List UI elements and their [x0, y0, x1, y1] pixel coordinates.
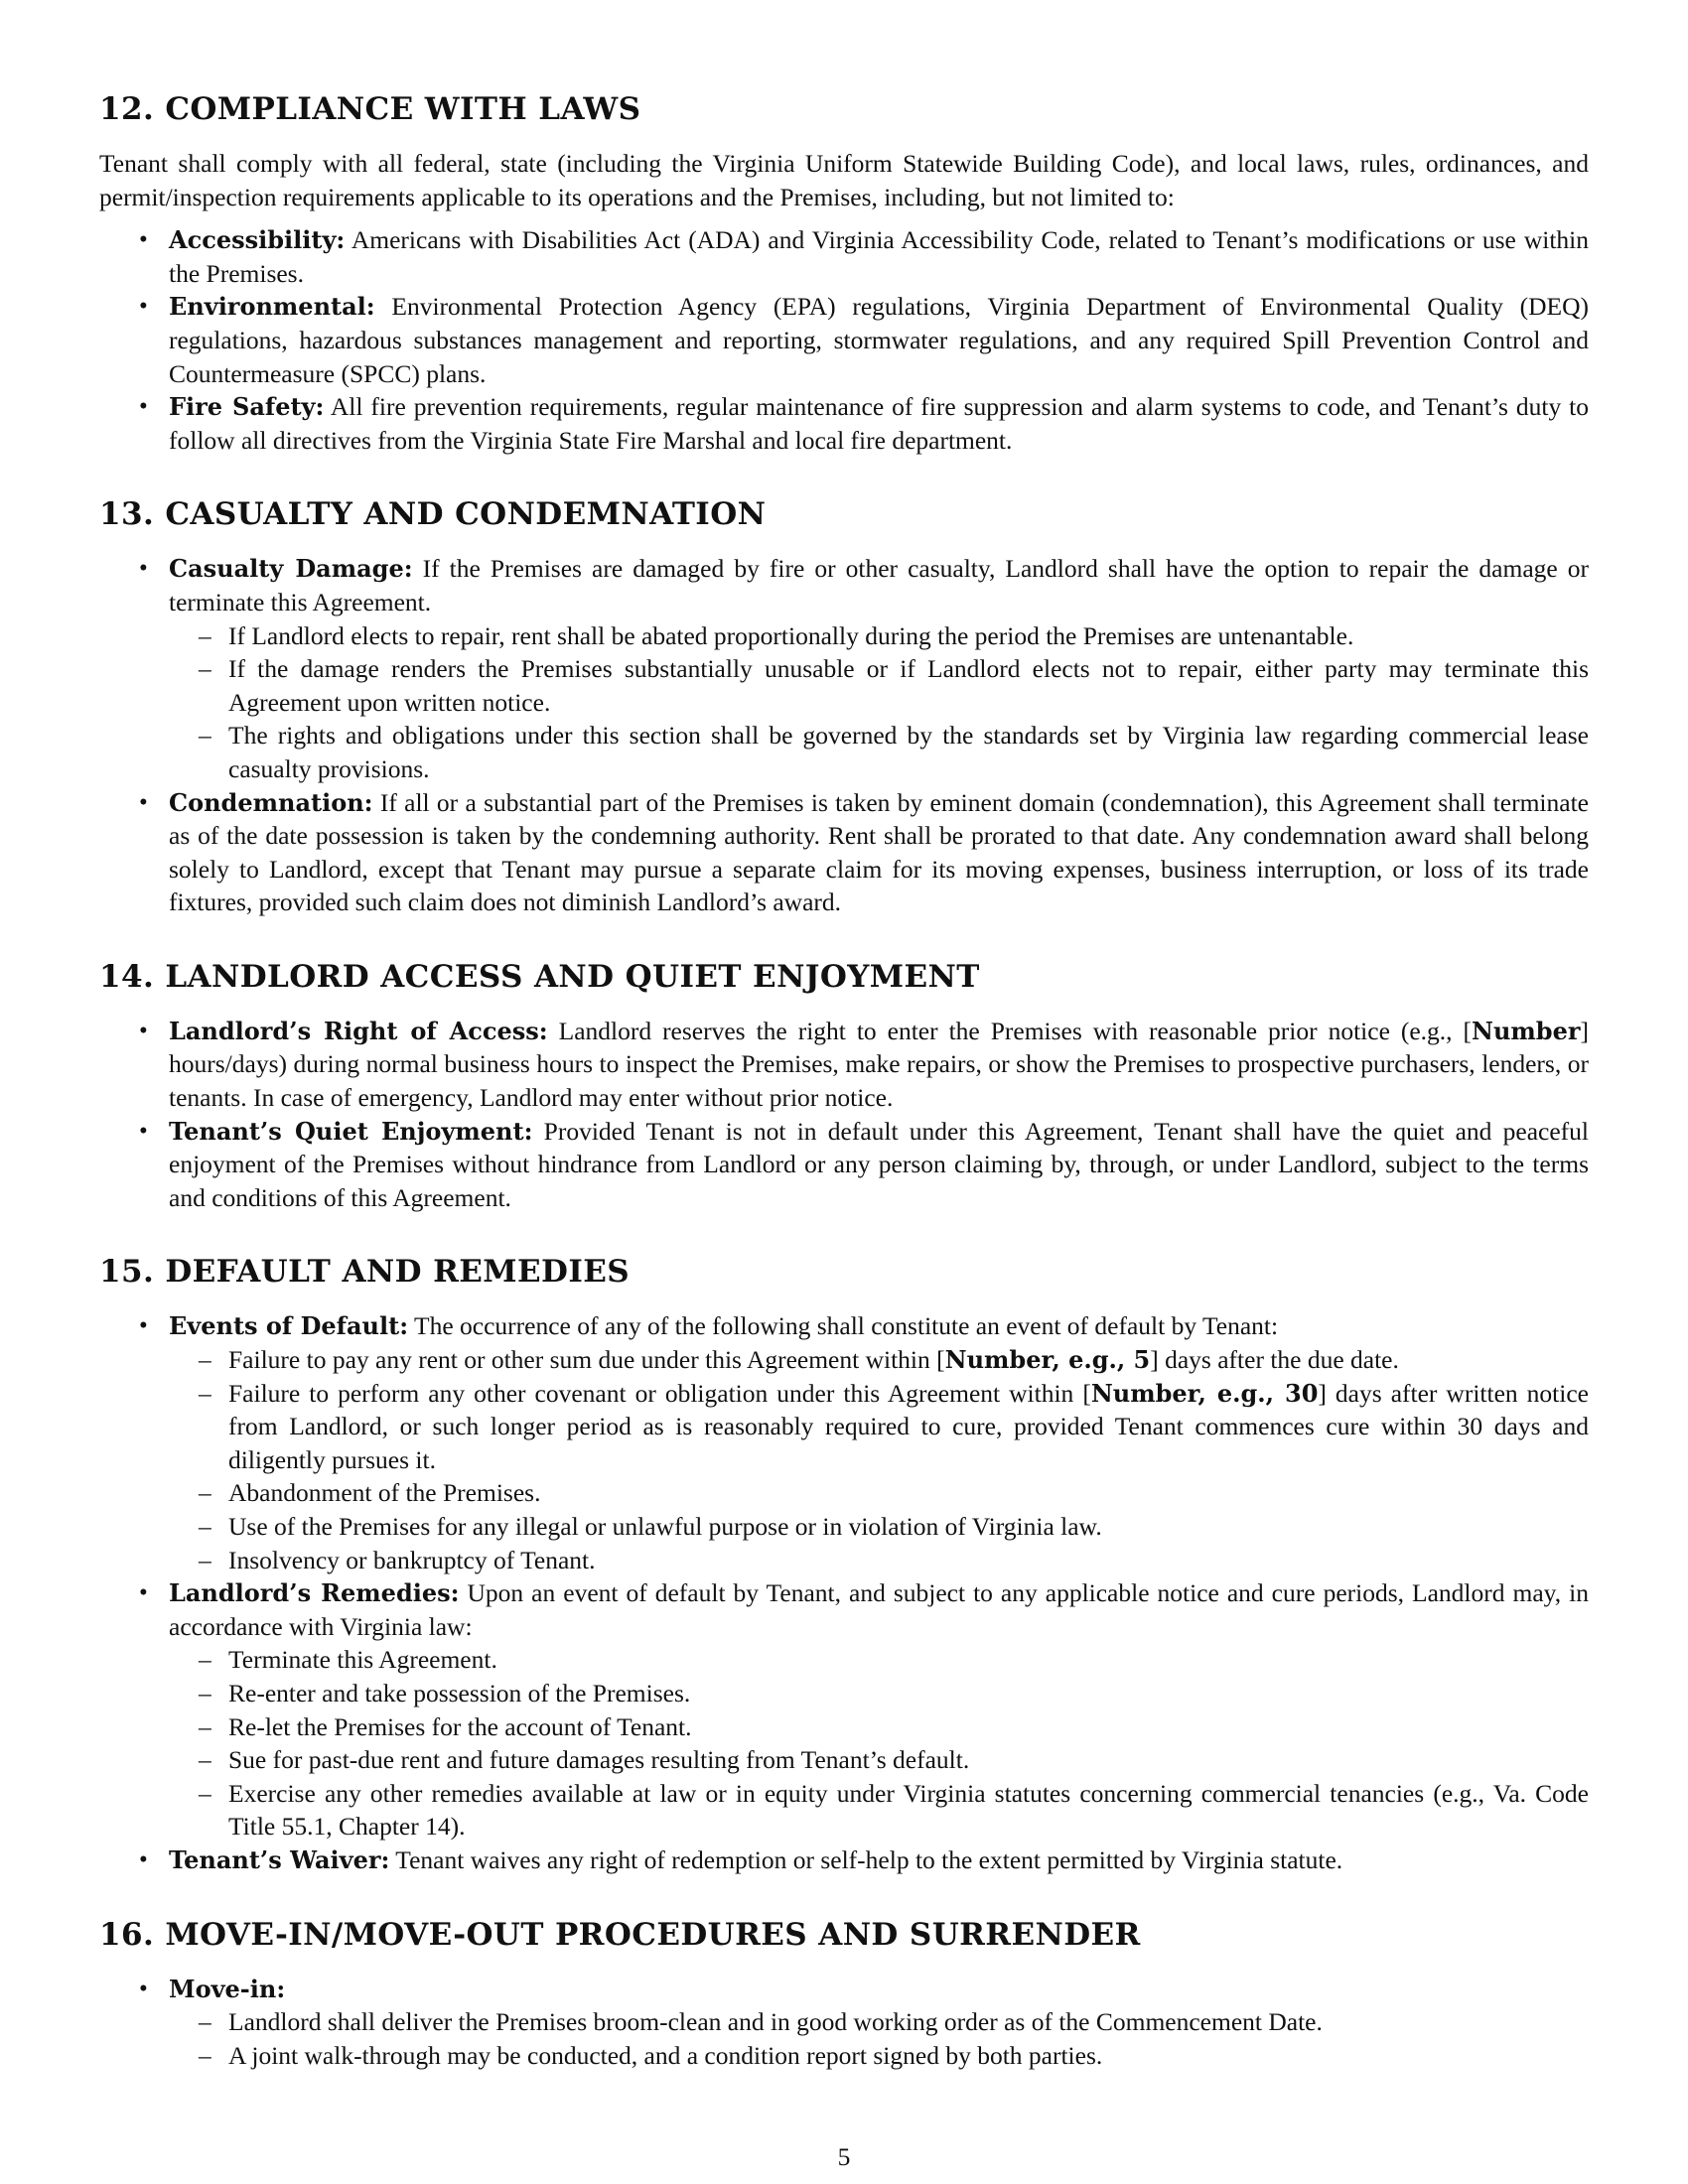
- sub-list-item: – Insolvency or bankruptcy of Tenant.: [169, 1544, 1589, 1577]
- sub-list-item: – Re-let the Premises for the account of Tenant.: [169, 1710, 1589, 1744]
- sub-list-item: – Use of the Premises for any illegal or unlawful purpose or in violation of Virginia law.: [169, 1510, 1589, 1544]
- item-label: Casualty Damage:: [169, 554, 413, 584]
- section-13-list: [99, 552, 1589, 919]
- item-label: Accessibility:: [169, 225, 346, 255]
- section-12: [99, 91, 1589, 457]
- item-label: Landlord’s Remedies:: [169, 1578, 460, 1608]
- section-12-intro: Tenant shall comply with all federal, state (including the Virginia Uniform Statewide Building Code), and local laws, rules, ordinances, and permit/inspection requirements applicable to its operations and the Premises, including, but not limited to:: [99, 149, 1589, 211]
- section-12-title: 12. COMPLIANCE WITH LAWS: [99, 91, 641, 127]
- list-item: [99, 552, 1589, 785]
- item-label: Condemnation:: [169, 787, 373, 817]
- sub-list-item: – Abandonment of the Premises.: [169, 1476, 1589, 1510]
- item-text: All fire prevention requirements, regular maintenance of fire suppression and alarm systems to code, and Tenant’s duty to follow all directives from the Virginia State Fire Marshal and local fire department.: [169, 392, 1589, 455]
- list-item: [99, 290, 1589, 390]
- sub-list: [169, 1643, 1589, 1843]
- item-text: The occurrence of any of the following shall constitute an event of default by Tenant:: [408, 1311, 1279, 1341]
- list-item: [99, 1973, 1589, 2073]
- item-label: Fire Safety:: [169, 392, 325, 422]
- sub-item-text: Failure to perform any other covenant or obligation under this Agreement within [: [228, 1378, 1091, 1408]
- section-16-title: 16. MOVE-IN/MOVE-OUT PROCEDURES AND SURRENDER: [99, 1916, 1141, 1953]
- sub-list: [169, 2005, 1589, 2072]
- placeholder-text: Number: [1472, 1016, 1581, 1045]
- item-text: ] hours/days) during normal business hours to inspect the Premises, make repairs, or show the Premises to prospective purchasers, lenders, or tenants. In case of emergency, Landlord may enter without prior notice.: [169, 1016, 1589, 1113]
- item-text: Environmental Protection Agency (EPA) regulations, Virginia Department of Environmental Quality (DEQ) regulations, hazardous substances management and reporting, stormwater regulations, and any required Spill Prevention Control and Countermeasure (SPCC) plans.: [169, 292, 1589, 388]
- list-item: [99, 1843, 1589, 1877]
- item-label: Events of Default:: [169, 1311, 409, 1341]
- sub-list-item: [169, 1343, 1589, 1377]
- item-label: Move-in:: [169, 1974, 286, 2003]
- section-14-list: [99, 1015, 1589, 1215]
- sub-list-item: – Exercise any other remedies available at law or in equity under Virginia statutes concerning commercial tenancies (e.g., Va. Code Title 55.1, Chapter 14).: [169, 1777, 1589, 1843]
- list-item: [99, 1576, 1589, 1843]
- section-15: [99, 1254, 1589, 1876]
- list-item: [99, 390, 1589, 457]
- sub-list-item: – Sue for past-due rent and future damages resulting from Tenant’s default.: [169, 1743, 1589, 1777]
- placeholder-text: Number, e.g., 30: [1090, 1378, 1319, 1408]
- sub-list: [169, 1343, 1589, 1576]
- section-16-list: [99, 1973, 1589, 2073]
- sub-item-text: ] days after written notice from Landlord, or such longer period as is reasonably required to cure, provided Tenant commences cure within 30 days and diligently pursues it.: [228, 1378, 1589, 1474]
- item-text: Landlord reserves the right to enter the Premises with reasonable prior notice (e.g., [: [547, 1016, 1473, 1045]
- sub-list-item: [169, 1377, 1589, 1477]
- section-15-list: [99, 1309, 1589, 1876]
- section-14-title: 14. LANDLORD ACCESS AND QUIET ENJOYMENT: [99, 958, 980, 995]
- list-item: [99, 1115, 1589, 1215]
- section-15-title: 15. DEFAULT AND REMEDIES: [99, 1254, 631, 1291]
- sub-list-item: – Re-enter and take possession of the Premises.: [169, 1677, 1589, 1710]
- item-text: Upon an event of default by Tenant, and subject to any applicable notice and cure periods, Landlord may, in accordance with Virginia law:: [169, 1578, 1589, 1641]
- item-label: Environmental:: [169, 292, 375, 322]
- item-label: Tenant’s Waiver:: [169, 1844, 390, 1874]
- page-number: 5: [837, 2142, 851, 2171]
- item-text: Tenant waives any right of redemption or self-help to the extent permitted by Virginia statute.: [389, 1844, 1343, 1874]
- list-item: [99, 786, 1589, 919]
- section-14: [99, 959, 1589, 1215]
- list-item: [99, 223, 1589, 290]
- section-12-list: [99, 223, 1589, 457]
- item-label: Landlord’s Right of Access:: [169, 1016, 548, 1045]
- item-text: Provided Tenant is not in default under this Agreement, Tenant shall have the quiet and peaceful enjoyment of the Premises without hindrance from Landlord or any person claiming by, through, or under Landlord, subject to the terms and conditions of this Agreement.: [169, 1116, 1589, 1212]
- section-13: [99, 496, 1589, 919]
- sub-list-item: – The rights and obligations under this section shall be governed by the standards set by Virginia law regarding commercial lease casualty provisions.: [169, 719, 1589, 785]
- sub-item-text: ] days after the due date.: [1150, 1345, 1399, 1375]
- list-item: [99, 1309, 1589, 1576]
- sub-list-item: – A joint walk-through may be conducted, and a condition report signed by both parties.: [169, 2039, 1589, 2073]
- sub-item-text: Failure to pay any rent or other sum due under this Agreement within [: [228, 1345, 945, 1375]
- item-label: Tenant’s Quiet Enjoyment:: [169, 1116, 533, 1146]
- item-text: If the Premises are damaged by fire or other casualty, Landlord shall have the option to repair the damage or terminate this Agreement.: [169, 554, 1590, 616]
- placeholder-text: Number, e.g., 5: [944, 1345, 1151, 1375]
- item-text: If all or a substantial part of the Premises is taken by eminent domain (condemnation), this Agreement shall terminate as of the date possession is taken by the condemning authority. Rent shall be prorated to that date. Any condemnation award shall belong solely to Landlord, except that Tenant may pursue a separate claim for its moving expenses, business interruption, or loss of its trade fixtures, provided such claim does not diminish Landlord’s award.: [169, 787, 1589, 917]
- section-16: [99, 1917, 1589, 2073]
- list-item: [99, 1015, 1589, 1115]
- sub-list: [169, 619, 1589, 786]
- sub-list-item: – Landlord shall deliver the Premises broom-clean and in good working order as of the Commencement Date.: [169, 2005, 1589, 2039]
- item-text: Americans with Disabilities Act (ADA) and Virginia Accessibility Code, related to Tenant’s modifications or use within the Premises.: [169, 225, 1589, 288]
- sub-list-item: – If the damage renders the Premises substantially unusable or if Landlord elects not to repair, either party may terminate this Agreement upon written notice.: [169, 652, 1589, 719]
- sub-list-item: – If Landlord elects to repair, rent shall be abated proportionally during the period the Premises are untenantable.: [169, 619, 1589, 653]
- page-content: [99, 91, 1589, 2112]
- sub-list-item: – Terminate this Agreement.: [169, 1643, 1589, 1677]
- section-13-title: 13. CASUALTY AND CONDEMNATION: [99, 496, 767, 533]
